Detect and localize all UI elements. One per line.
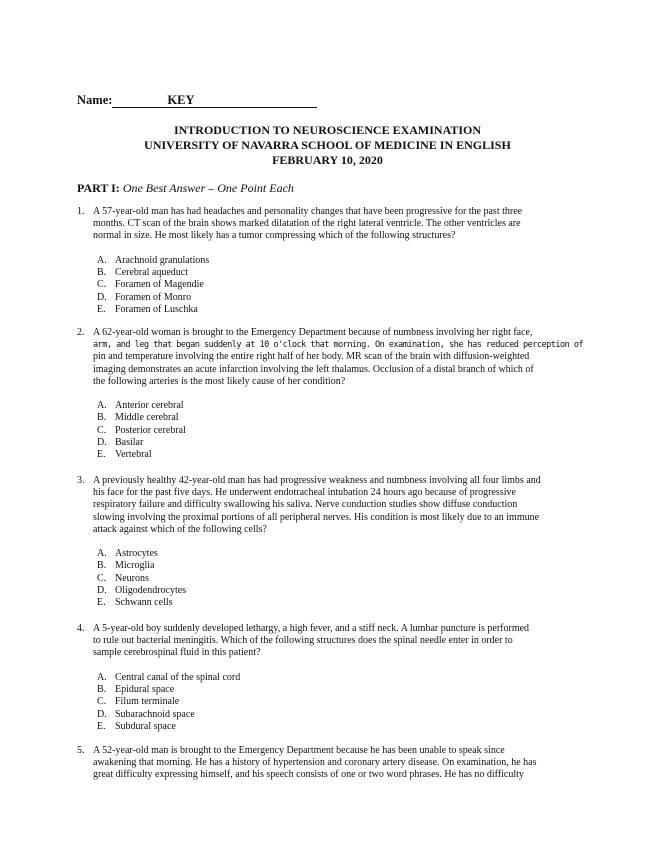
option-text: Anterior cerebral (115, 400, 184, 412)
question-line: A 62-year-old woman is brought to the Emergency Department because of numbness involving her right face, (93, 327, 533, 338)
option-text: Subarachnoid space (115, 708, 195, 720)
school-name: UNIVERSITY OF NAVARRA SCHOOL OF MEDICINE IN ENGLISH (144, 138, 511, 152)
answer-option (97, 279, 577, 291)
option-text: Foramen of Luschka (115, 303, 198, 315)
option-text: Central canal of the spinal cord (115, 671, 241, 683)
answer-options (97, 548, 577, 609)
question-4 (77, 623, 577, 733)
question-line: great difficulty expressing himself, and his speech consists of one or two word phrases. He has no difficulty (93, 769, 524, 781)
answer-option (97, 585, 577, 597)
exam-header (0, 123, 655, 168)
question-number: 4. (77, 623, 85, 634)
answer-option (97, 573, 577, 585)
option-letter: B. (97, 412, 107, 424)
option-text: Basilar (115, 436, 144, 448)
answer-option (97, 721, 577, 733)
answer-option (97, 304, 577, 316)
option-letter: E. (97, 449, 106, 461)
part-label: PART I: (77, 181, 120, 195)
question-line: A 57-year-old man has had headaches and personality changes that have been progressive for the past three (93, 206, 523, 217)
option-letter: D. (97, 708, 107, 720)
option-letter: A. (97, 548, 107, 560)
question-text (93, 623, 579, 660)
answer-option (97, 437, 577, 449)
question-line: A 5-year-old boy suddenly developed lethargy, a high fever, and a stiff neck. A lumbar puncture is performed (93, 623, 530, 634)
option-letter: C. (97, 696, 107, 708)
question-line: sample cerebrospinal fluid in this patient? (93, 647, 261, 659)
question-number: 1. (77, 206, 85, 217)
question-line: awakening that morning. He has a history of hypertension and coronary artery disease. On examination, he has (93, 757, 537, 769)
question-line: slowing involving the proximal portions of all peripheral nerves. His condition is most likely due to an immune (93, 511, 540, 523)
name-label: Name: (77, 93, 113, 107)
answer-options (97, 672, 577, 733)
question-number: 2. (77, 327, 85, 338)
question-line: pin and temperature involving the entire right half of her body. MR scan of the brain with diffusion-weighted (93, 351, 530, 363)
option-text: Oligodendrocytes (115, 584, 187, 596)
option-letter: B. (97, 560, 107, 572)
answer-option (97, 548, 577, 560)
option-text: Microglia (115, 560, 155, 572)
question-number: 3. (77, 475, 85, 486)
name-field (77, 93, 317, 108)
question-line: his face for the past five days. He underwent endotracheal intubation 24 hours ago because of progressive (93, 487, 516, 499)
option-text: Foramen of Magendie (115, 279, 204, 291)
option-text: Cerebral aqueduct (115, 266, 189, 278)
option-text: Posterior cerebral (115, 424, 186, 436)
option-text: Epidural space (115, 683, 175, 695)
answer-option (97, 449, 577, 461)
option-letter: C. (97, 424, 107, 436)
answer-option (97, 696, 577, 708)
answer-option (97, 560, 577, 572)
option-text: Astrocytes (115, 548, 158, 560)
option-letter: C. (97, 572, 107, 584)
question-3 (77, 475, 577, 610)
option-letter: A. (97, 400, 107, 412)
question-text (93, 206, 579, 243)
answer-option (97, 425, 577, 437)
answer-options (97, 400, 577, 461)
option-text: Vertebral (115, 449, 152, 461)
answer-option (97, 709, 577, 721)
exam-date: FEBRUARY 10, 2020 (272, 153, 383, 167)
question-line: months. CT scan of the brain shows marked dilatation of the right lateral ventricle. The other ventricles are (93, 218, 521, 230)
question-line: imaging demonstrates an acute infarction involving the left thalamus. Occlusion of a distal branch of which of (93, 363, 534, 375)
option-letter: E. (97, 303, 106, 315)
question-text (93, 475, 579, 536)
question-line: to rule out bacterial meningitis. Which of the following structures does the spinal needle enter in order to (93, 635, 513, 647)
question-line: A 52-year-old man is brought to the Emergency Department because he has been unable to speak since (93, 745, 505, 756)
question-line: respiratory failure and difficulty swallowing his saliva. Nerve conduction studies show diffuse conduction (93, 499, 518, 511)
option-text: Neurons (115, 572, 149, 584)
option-letter: D. (97, 584, 107, 596)
question-5 (77, 745, 577, 782)
question-line: normal in size. He most likely has a tumor compressing which of the following structures? (93, 230, 456, 242)
answer-option (97, 255, 577, 267)
answer-option (97, 672, 577, 684)
option-text: Middle cerebral (115, 412, 179, 424)
name-value: KEY (112, 94, 317, 108)
option-text: Foramen of Monro (115, 291, 192, 303)
answer-option (97, 292, 577, 304)
answer-option (97, 267, 577, 279)
question-2 (77, 327, 584, 462)
question-text (93, 327, 584, 388)
answer-options (97, 255, 577, 316)
option-letter: D. (97, 291, 107, 303)
question-text (93, 745, 579, 782)
option-letter: B. (97, 683, 107, 695)
part-heading (77, 181, 294, 196)
option-letter: D. (97, 436, 107, 448)
question-1 (77, 206, 577, 316)
question-line: the following arteries is the most likely cause of her condition? (93, 375, 346, 387)
option-letter: B. (97, 266, 107, 278)
answer-option (97, 597, 577, 609)
exam-title: INTRODUCTION TO NEUROSCIENCE EXAMINATION (173, 123, 482, 137)
answer-option (97, 412, 577, 424)
question-line: arm, and leg that began suddenly at 10 o'clock that morning. On examination, she has reduced perception of (93, 340, 584, 351)
option-letter: E. (97, 720, 106, 732)
option-text: Filum terminale (115, 696, 180, 708)
option-text: Arachnoid granulations (115, 254, 210, 266)
question-number: 5. (77, 745, 85, 756)
option-text: Schwann cells (115, 597, 173, 609)
option-letter: C. (97, 279, 107, 291)
answer-option (97, 684, 577, 696)
option-letter: E. (97, 597, 106, 609)
option-letter: A. (97, 254, 107, 266)
answer-option (97, 400, 577, 412)
question-line: A previously healthy 42-year-old man has had progressive weakness and numbness involving all four limbs and (93, 475, 541, 486)
option-text: Subdural space (115, 720, 176, 732)
part-description: One Best Answer – One Point Each (122, 181, 294, 195)
question-line: attack against which of the following cells? (93, 523, 267, 535)
option-letter: A. (97, 671, 107, 683)
